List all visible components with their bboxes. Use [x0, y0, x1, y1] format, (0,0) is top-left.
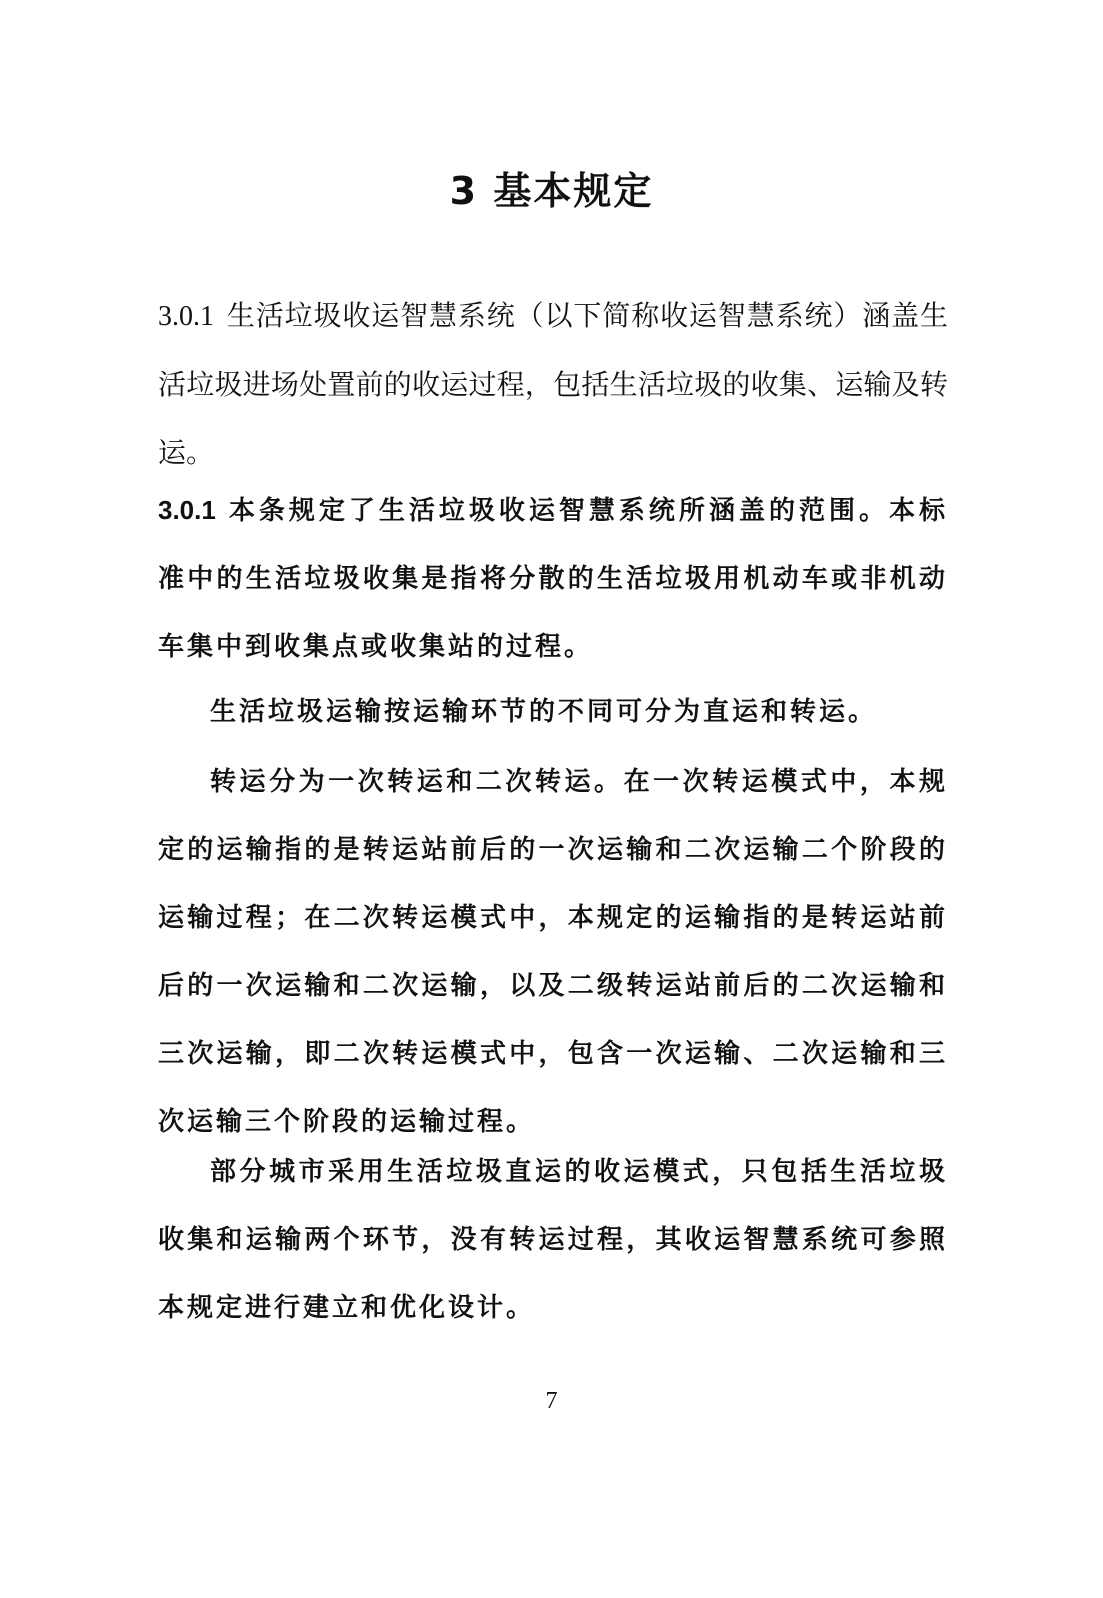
explanation-number: 3.0.1	[158, 495, 216, 525]
paragraph-transport-types: 生活垃圾运输按运输环节的不同可分为直运和转运。	[210, 697, 878, 727]
clause-number: 3.0.1	[158, 301, 214, 332]
chapter-title: 3 基本规定	[449, 169, 654, 213]
clause-text: 生活垃圾收运智慧系统（以下简称收运智慧系统）涵盖生活垃圾进场处置前的收运过程，包括生活垃圾的收集、运输及转运。	[158, 299, 948, 469]
paragraph-direct-transport: 部分城市采用生活垃圾直运的收运模式，只包括生活垃圾收集和运输两个环节，没有转运过程，其收运智慧系统可参照本规定进行建立和优化设计。	[158, 1157, 948, 1323]
explanation-text: 本条规定了生活垃圾收运智慧系统所涵盖的范围。本标准中的生活垃圾收集是指将分散的生活垃圾用机动车或非机动车集中到收集点或收集站的过程。	[158, 496, 948, 662]
clause-explanation	[158, 476, 948, 681]
paragraph-transfer-modes: 转运分为一次转运和二次转运。在一次转运模式中，本规定的运输指的是转运站前后的一次运输和二次运输二个阶段的运输过程；在二次转运模式中，本规定的运输指的是转运站前后的一次运输和二次运输，以及二级转运站前后的二次运输和三次运输，即二次转运模式中，包含一次运输、二次运输和三次运输三个阶段的运输过程。	[158, 767, 948, 1137]
clause-3-0-1	[158, 282, 948, 487]
page-number: 7	[545, 1388, 558, 1414]
